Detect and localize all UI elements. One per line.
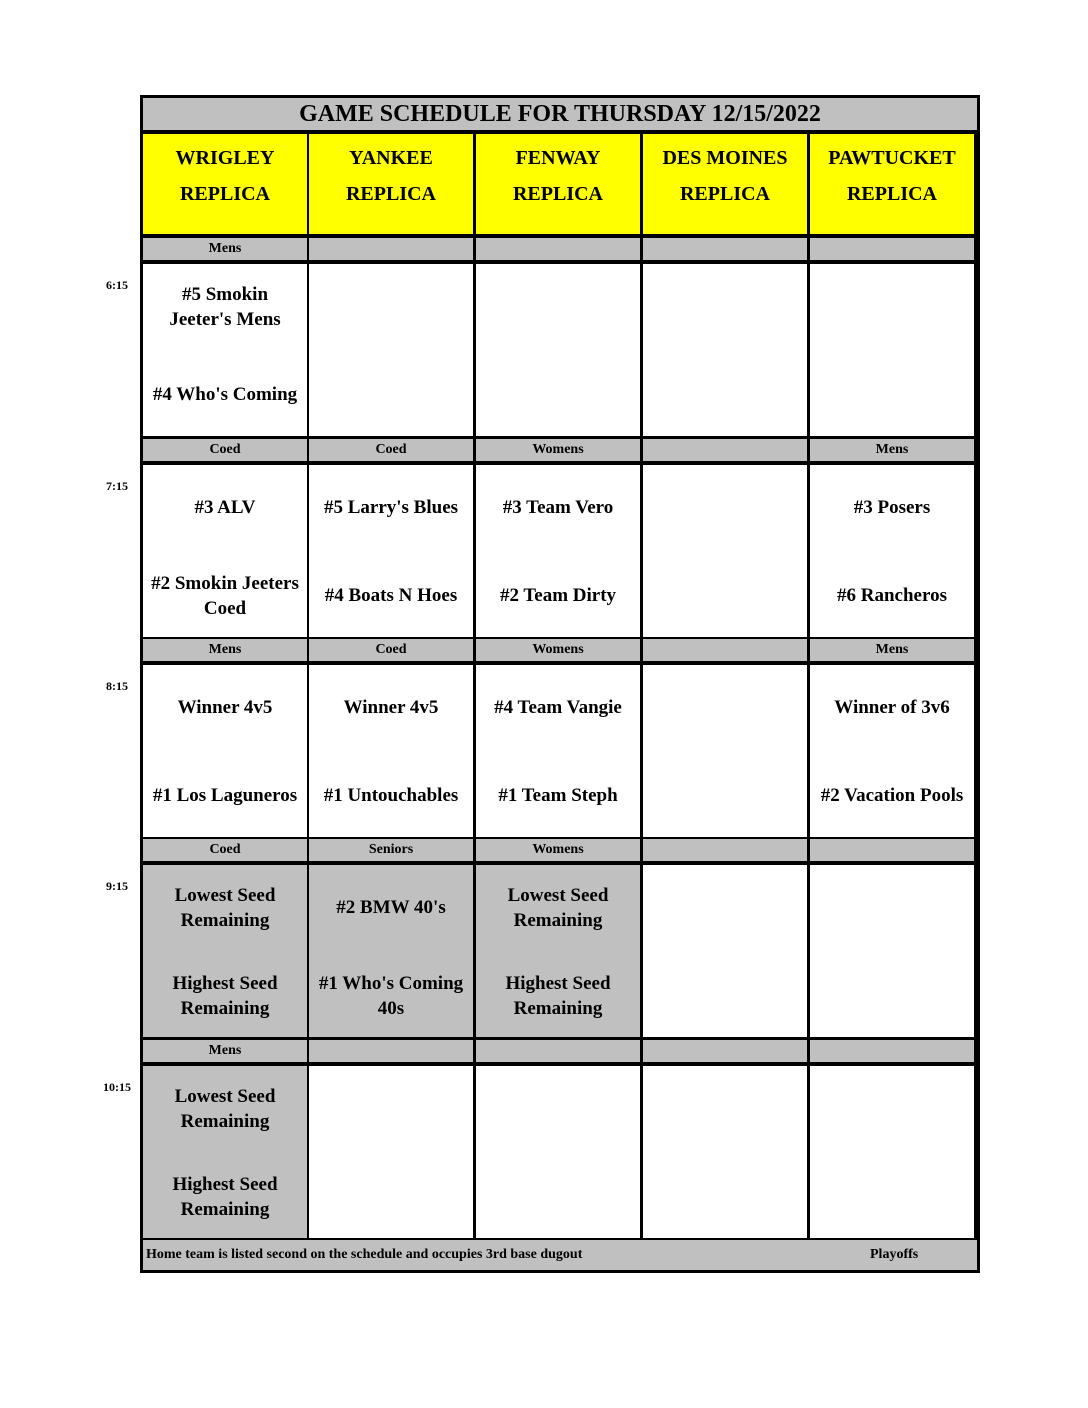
time-slot-label: 8:15: [106, 679, 128, 693]
division-label: Coed: [143, 439, 307, 461]
team-away: #2 BMW 40's: [336, 897, 446, 918]
game-cell: [643, 665, 807, 837]
schedule-title: GAME SCHEDULE FOR THURSDAY 12/15/2022: [143, 98, 977, 130]
game-cell: [309, 1066, 473, 1238]
venue-subtitle: REPLICA: [846, 183, 937, 205]
division-label: [810, 238, 974, 260]
division-label: [309, 238, 473, 260]
venue-subtitle: REPLICA: [679, 183, 770, 205]
game-cell: [476, 1066, 640, 1238]
venue-name: DES MOINES: [662, 147, 788, 169]
division-label: Coed: [309, 439, 473, 461]
division-label: [643, 839, 807, 861]
game-cell: [643, 264, 807, 436]
game-cell: [143, 865, 307, 1037]
division-label: [476, 1040, 640, 1062]
game-cell: [810, 465, 974, 637]
division-label: Womens: [476, 439, 640, 461]
division-label: [476, 238, 640, 260]
team-away: #5 Larry's Blues: [323, 497, 459, 518]
venue-subtitle: REPLICA: [512, 183, 603, 205]
division-label: [643, 439, 807, 461]
venue-header-fenway: [476, 134, 640, 234]
division-label: Womens: [476, 839, 640, 861]
division-label: [643, 238, 807, 260]
schedule-table: [140, 95, 980, 1273]
team-home: #1 Team Steph: [498, 785, 618, 806]
team-away: Lowest Seed Remaining: [174, 1086, 276, 1132]
game-cell: [309, 264, 473, 436]
time-slot-label: 9:15: [106, 879, 128, 893]
division-label: [643, 639, 807, 661]
team-home: Highest Seed Remaining: [172, 1174, 278, 1220]
game-cell: [476, 465, 640, 637]
schedule-footer: [143, 1240, 977, 1270]
division-label: Seniors: [309, 839, 473, 861]
venue-subtitle: REPLICA: [179, 183, 270, 205]
venue-name: YANKEE: [349, 147, 433, 169]
venue-name: WRIGLEY: [175, 147, 275, 169]
division-label: Mens: [810, 439, 974, 461]
team-away: #3 Posers: [853, 497, 931, 518]
time-slot-label: 6:15: [106, 278, 128, 292]
venue-header-yankee: [309, 134, 473, 234]
team-home: #4 Who's Coming: [152, 384, 298, 405]
game-cell: [810, 865, 974, 1037]
game-cell: [309, 865, 473, 1037]
venue-header-wrigley: [143, 134, 307, 234]
game-cell: [143, 465, 307, 637]
team-home: #2 Smokin Jeeters Coed: [151, 573, 299, 619]
venue-name: PAWTUCKET: [828, 147, 956, 169]
game-cell: [476, 865, 640, 1037]
division-label: Mens: [810, 639, 974, 661]
time-slot-label: 10:15: [103, 1080, 131, 1094]
team-away: Lowest Seed Remaining: [507, 885, 609, 931]
division-label: [810, 839, 974, 861]
team-home: #1 Untouchables: [323, 785, 459, 806]
team-away: #3 ALV: [194, 497, 256, 518]
game-cell: [643, 865, 807, 1037]
team-home: Highest Seed Remaining: [172, 973, 278, 1019]
division-label: [643, 1040, 807, 1062]
game-cell: [810, 264, 974, 436]
game-cell: [309, 665, 473, 837]
time-slot-label: 7:15: [106, 479, 128, 493]
division-label: [810, 1040, 974, 1062]
game-cell: [143, 264, 307, 436]
division-label: Mens: [143, 639, 307, 661]
team-home: #1 Who's Coming 40s: [318, 973, 464, 1019]
division-label: Mens: [143, 238, 307, 260]
home-team-note: Home team is listed second on the schedule and occupies 3rd base dugout: [146, 1247, 583, 1262]
playoffs-tag: Playoffs: [870, 1247, 919, 1262]
game-cell: [643, 1066, 807, 1238]
team-home: #2 Vacation Pools: [820, 785, 964, 806]
team-away: Lowest Seed Remaining: [174, 885, 276, 931]
division-label: Coed: [143, 839, 307, 861]
game-cell: [143, 1066, 307, 1238]
game-cell: [643, 465, 807, 637]
game-cell: [810, 1066, 974, 1238]
game-cell: [476, 264, 640, 436]
team-home: #4 Boats N Hoes: [324, 585, 458, 606]
team-home: #1 Los Laguneros: [152, 785, 298, 806]
venue-header-pawtucket: [810, 134, 974, 234]
game-cell: [810, 665, 974, 837]
team-away: #5 Smokin Jeeter's Mens: [169, 284, 281, 330]
division-label: Coed: [309, 639, 473, 661]
venue-subtitle: REPLICA: [345, 183, 436, 205]
game-cell: [476, 665, 640, 837]
division-label: [309, 1040, 473, 1062]
team-away: Winner of 3v6: [834, 697, 950, 718]
game-cell: [309, 465, 473, 637]
team-away: Winner 4v5: [343, 697, 439, 718]
division-label: Mens: [143, 1040, 307, 1062]
team-home: #6 Rancheros: [837, 585, 947, 606]
team-away: #4 Team Vangie: [494, 697, 622, 718]
team-home: #2 Team Dirty: [499, 585, 617, 606]
game-cell: [143, 665, 307, 837]
venue-name: FENWAY: [515, 147, 601, 169]
venue-header-des-moines: [643, 134, 807, 234]
team-away: Winner 4v5: [177, 697, 273, 718]
division-label: Womens: [476, 639, 640, 661]
team-home: Highest Seed Remaining: [505, 973, 611, 1019]
team-away: #3 Team Vero: [502, 497, 614, 518]
